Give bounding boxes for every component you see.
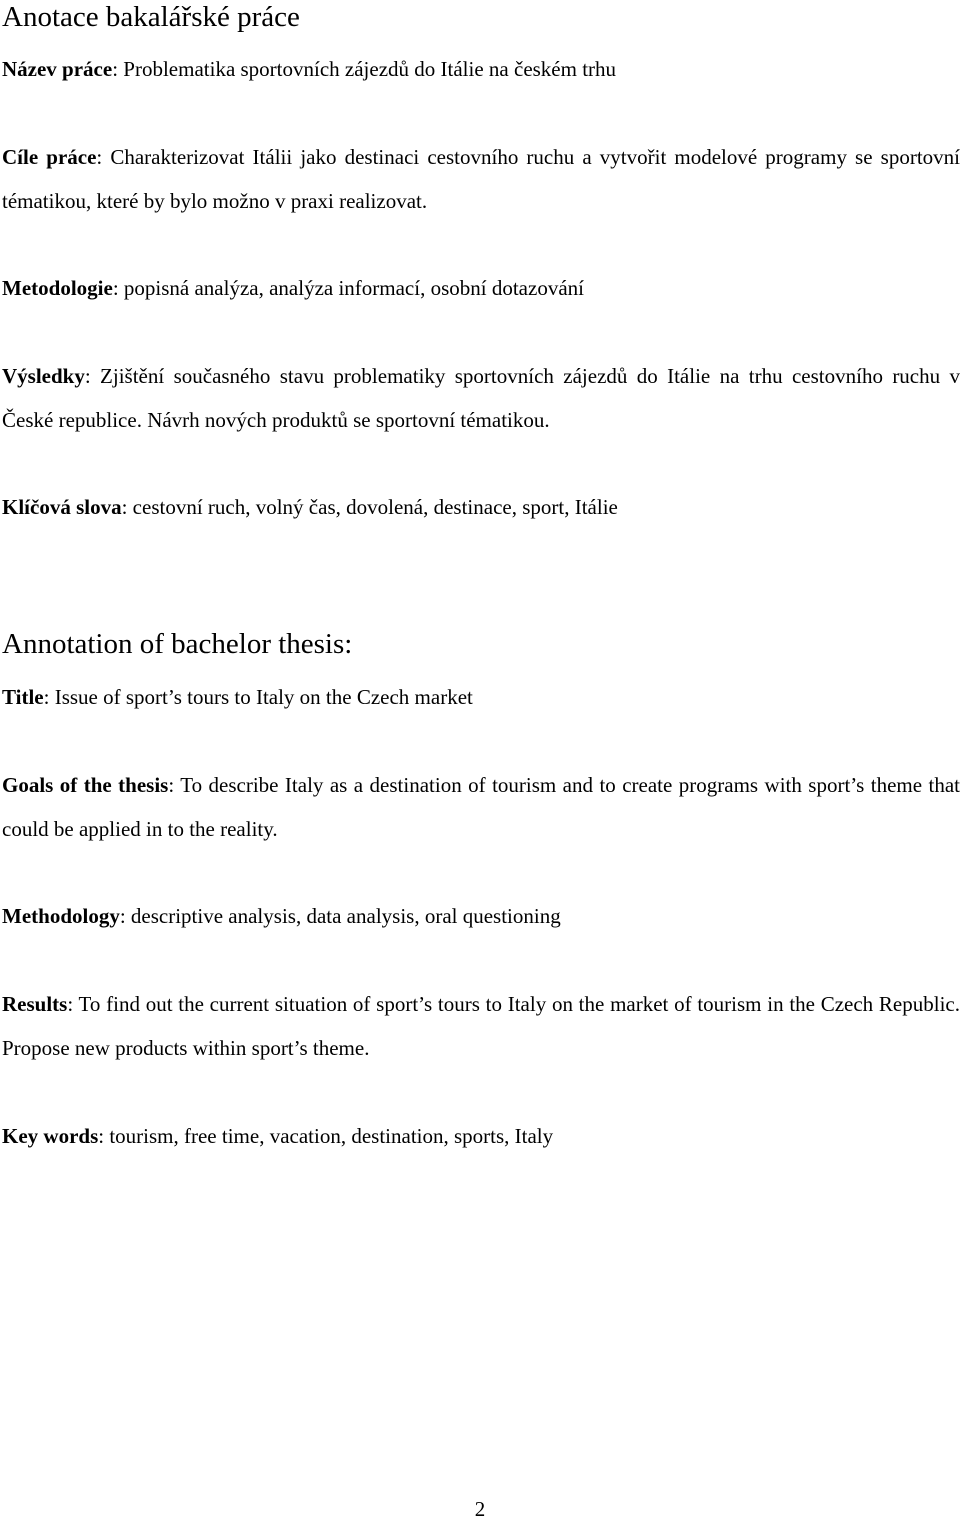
czech-annotation-heading: Anotace bakalářské práce [2,1,300,33]
czech-title-field [2,48,960,92]
english-methodology-field [2,895,960,939]
field-text: : To describe Italy as a destination of tourism and to create programs with sport’s theme that could be applied in to the reality. [2,773,960,841]
english-annotation-heading: Annotation of bachelor thesis: [2,628,353,660]
field-label: Klíčová slova [2,495,122,519]
field-label: Název práce [2,57,113,81]
czech-keywords-field [2,486,960,530]
english-goals-field [2,764,960,851]
field-text: : Problematika sportovních zájezdů do Itálie na českém trhu [112,57,617,81]
field-label: Goals of the thesis [2,773,169,797]
field-label: Methodology [2,904,120,928]
field-label: Výsledky [2,364,85,388]
field-text: : To find out the current situation of sport’s tours to Italy on the market of tourism in the Czech Republic. Propose new products within sport’s theme. [2,992,960,1060]
field-text: : Issue of sport’s tours to Italy on the Czech market [43,685,473,709]
field-text: : cestovní ruch, volný čas, dovolená, destinace, sport, Itálie [121,495,618,519]
czech-methodology-field [2,267,960,311]
czech-goals-field [2,136,960,223]
english-keywords-field [2,1115,960,1159]
field-text: : tourism, free time, vacation, destination, sports, Italy [98,1124,554,1148]
field-text: : Zjištění současného stavu problematiky sportovních zájezdů do Itálie na trhu cestovního ruchu v České republice. Návrh nových produktů se sportovní tématikou. [2,364,960,432]
english-results-field [2,983,960,1070]
field-label: Key words [2,1124,99,1148]
field-label: Results [2,992,68,1016]
field-text: : Charakterizovat Itálii jako destinaci cestovního ruchu a vytvořit modelové programy se sportovní tématikou, které by bylo možno v praxi realizovat. [2,145,960,213]
field-label: Cíle práce [2,145,97,169]
page-number: 2 [474,1497,486,1521]
field-text: : descriptive analysis, data analysis, oral questioning [119,904,561,928]
english-title-field [2,676,960,720]
field-label: Title [2,685,44,709]
czech-results-field [2,355,960,442]
field-text: : popisná analýza, analýza informací, osobní dotazování [112,276,584,300]
field-label: Metodologie [2,276,113,300]
